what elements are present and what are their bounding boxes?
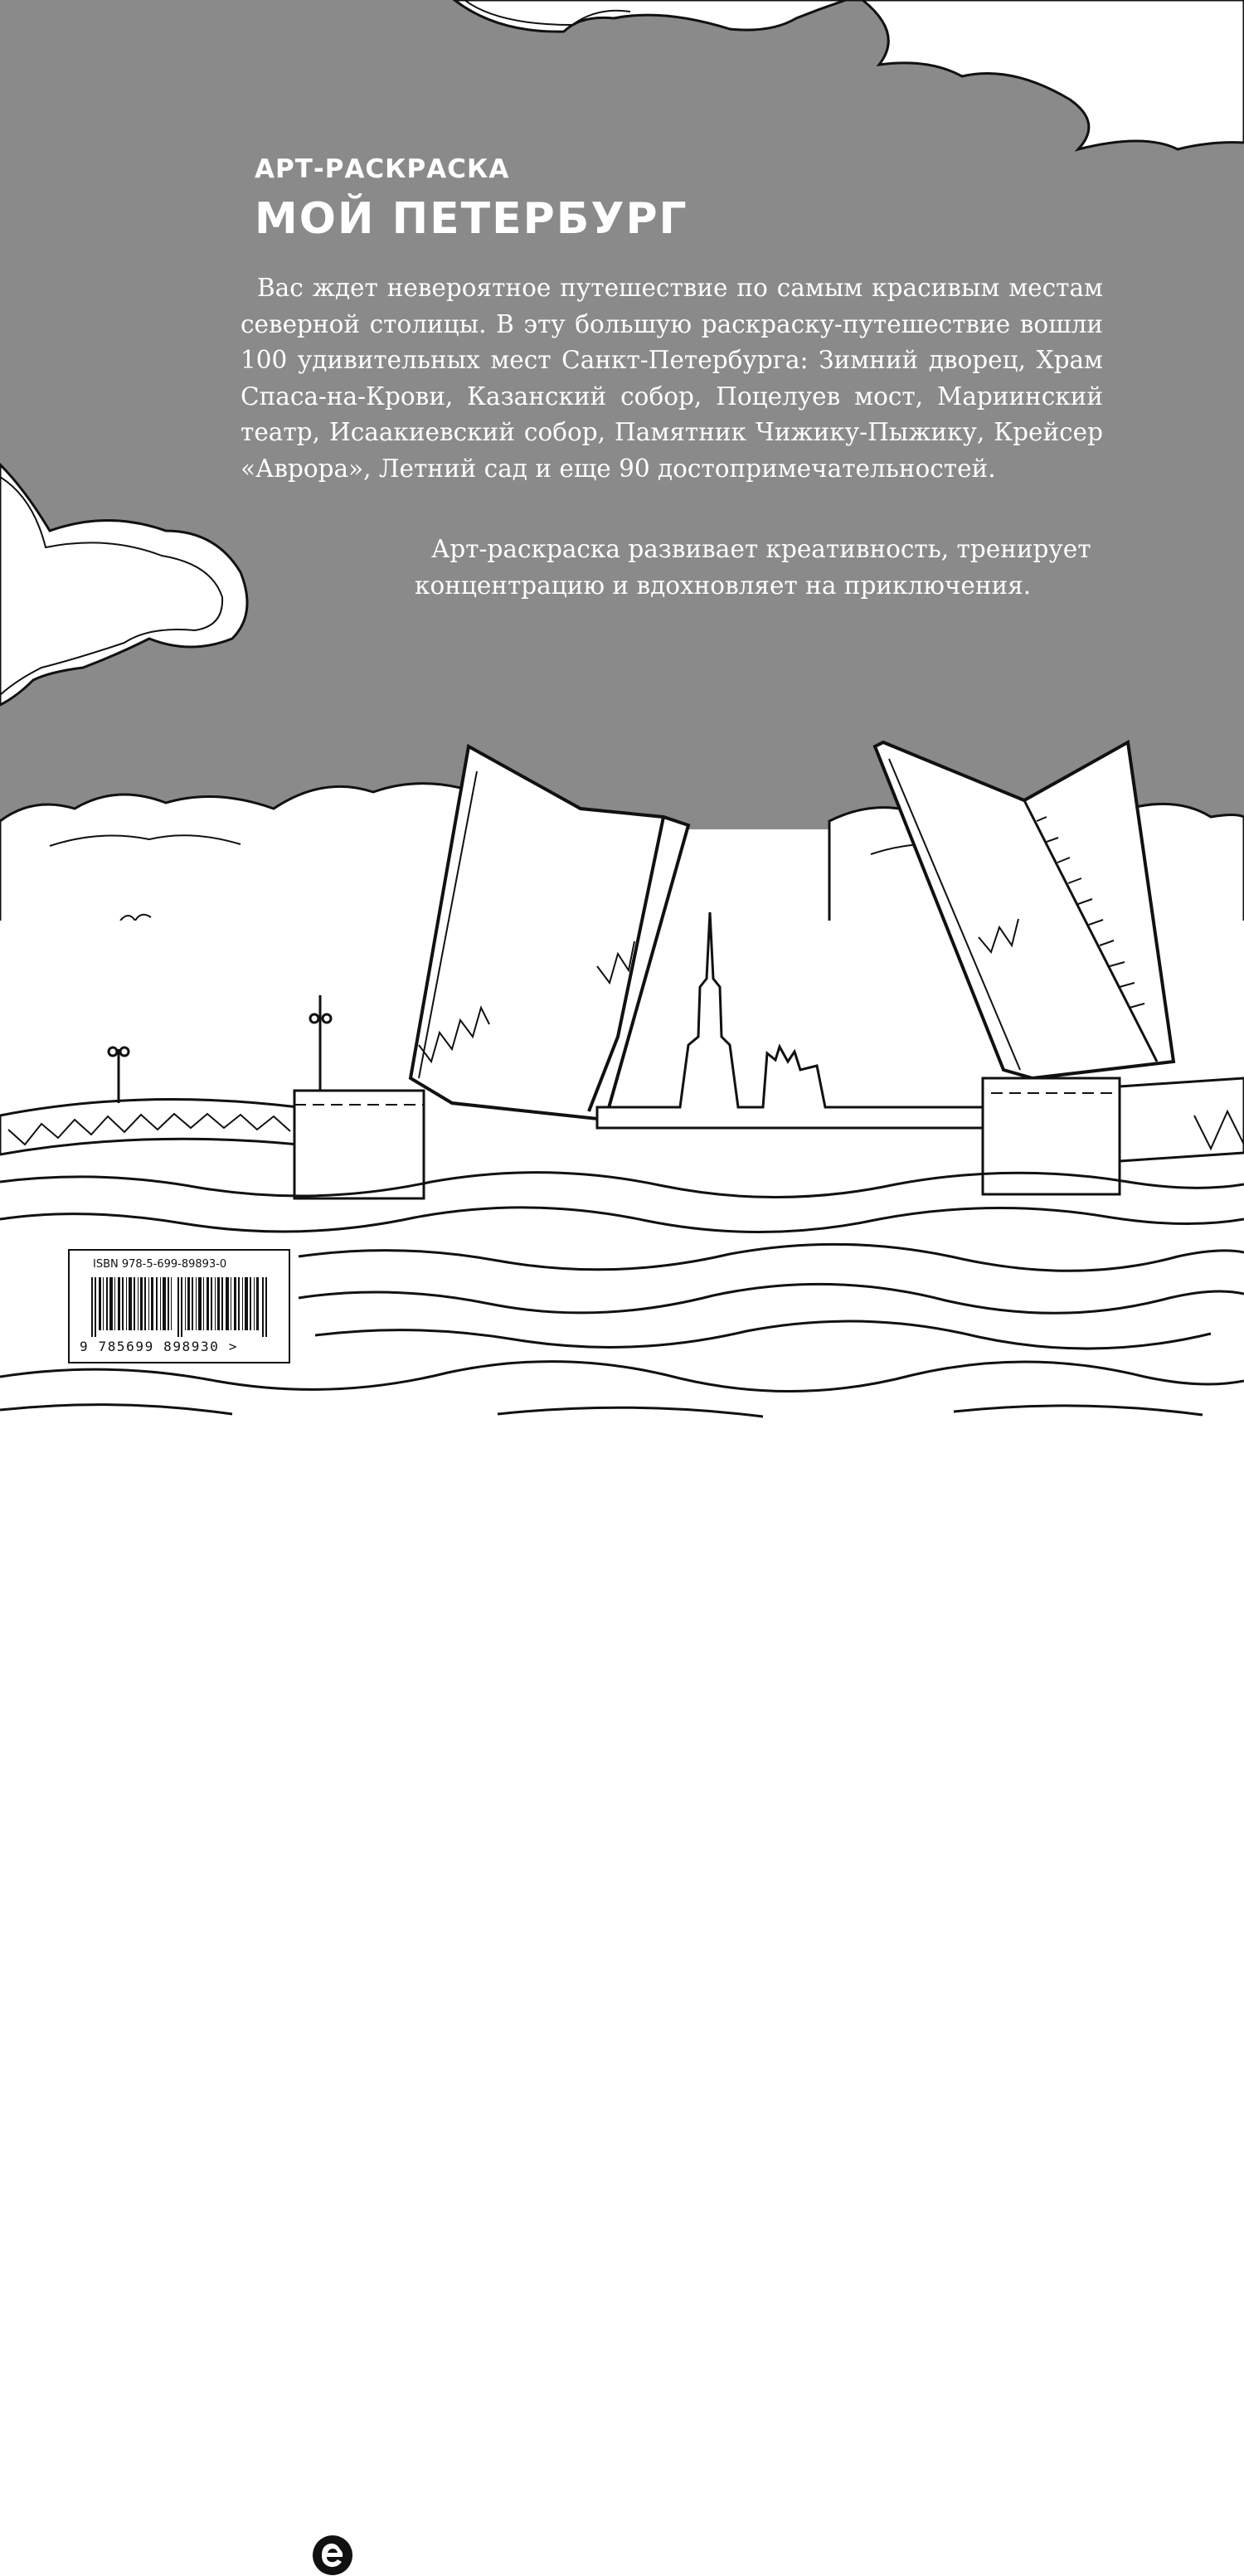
series-label: АРТ-РАСКРАСКА	[255, 154, 510, 184]
title-block	[255, 154, 688, 244]
barcode-icon	[91, 1277, 269, 1337]
tagline-paragraph: Арт-раскраска развивает креативность, тренирует концентрацию и вдохновляет на приключения.	[415, 535, 1091, 600]
barcode-digits: 9 785699 898930 >	[80, 1339, 238, 1354]
publisher-logo-icon	[312, 2535, 353, 2576]
description-paragraph: Вас ждет невероятное путешествие по самым красивым местам северной столицы. В эту большую раскраску-путешествие вошли 100 удивительных мест Санкт-Петербурга: Зимний дворец, Храм Спаса-на-Крови, Казанский собор, Поцелуев мост, Мариинский театр, Исаакиевский собор, Памятник Чижику-Пыжику, Крейсер «Аврора», Летний сад и еще 90 достопримечательностей.	[241, 274, 1103, 483]
isbn-label: ISBN 978-5-699-89893-0	[93, 1258, 227, 1271]
book-title: МОЙ ПЕТЕРБУРГ	[255, 194, 688, 244]
left-pier	[294, 1091, 424, 1198]
isbn-barcode-box	[68, 1249, 290, 1363]
